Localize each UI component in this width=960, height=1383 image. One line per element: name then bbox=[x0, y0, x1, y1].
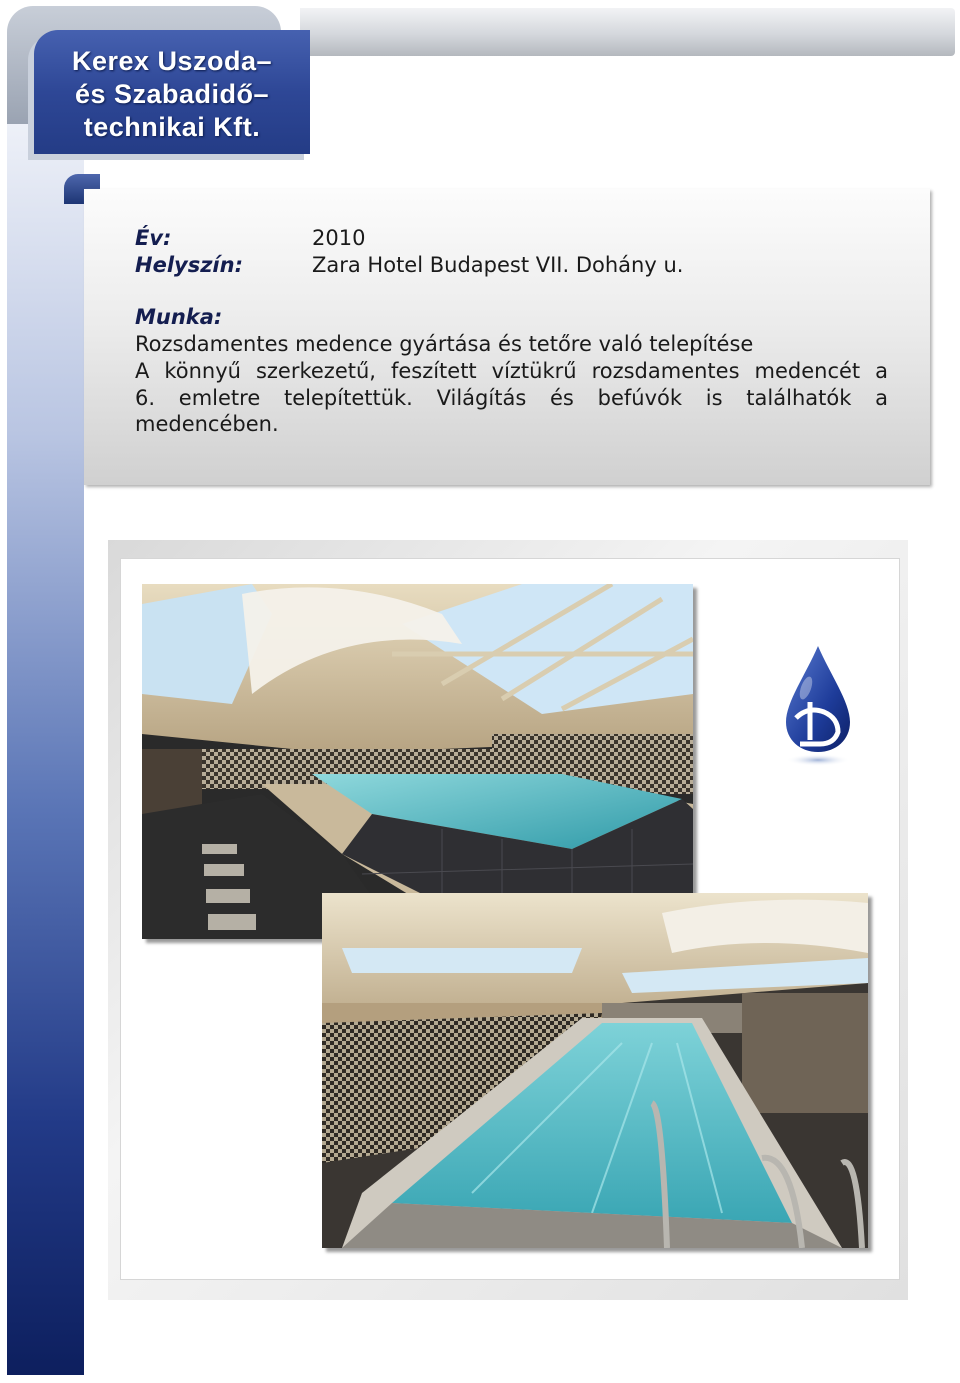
company-logo-box bbox=[34, 30, 310, 154]
company-name-line-1: Kerex Uszoda– bbox=[71, 46, 273, 76]
left-decorative-bar bbox=[7, 120, 84, 1375]
header-top-bar bbox=[300, 8, 955, 56]
year-value: 2010 bbox=[312, 226, 366, 250]
company-name-line-2: és Szabadidő– bbox=[74, 79, 270, 109]
location-label: Helyszín: bbox=[135, 253, 243, 277]
description-line-2: 6. emletre telepítettük. Világítás és befúvók is találhatók a bbox=[135, 386, 888, 410]
description-line-1: A könnyű szerkezetű, feszített víztükrű rozsdamentes medencét a bbox=[135, 359, 888, 383]
work-label: Munka: bbox=[135, 305, 223, 329]
pool-photo-1 bbox=[142, 584, 693, 939]
company-name-line-3: technikai Kft. bbox=[83, 112, 261, 142]
year-label: Év: bbox=[135, 226, 172, 250]
work-title: Rozsdamentes medence gyártása és tetőre való telepítése bbox=[135, 332, 754, 356]
description-line-3: medencében. bbox=[135, 412, 279, 436]
pool-photo-2 bbox=[322, 893, 868, 1248]
water-drop-logo-icon bbox=[778, 640, 858, 770]
location-value: Zara Hotel Budapest VII. Dohány u. bbox=[312, 253, 684, 277]
